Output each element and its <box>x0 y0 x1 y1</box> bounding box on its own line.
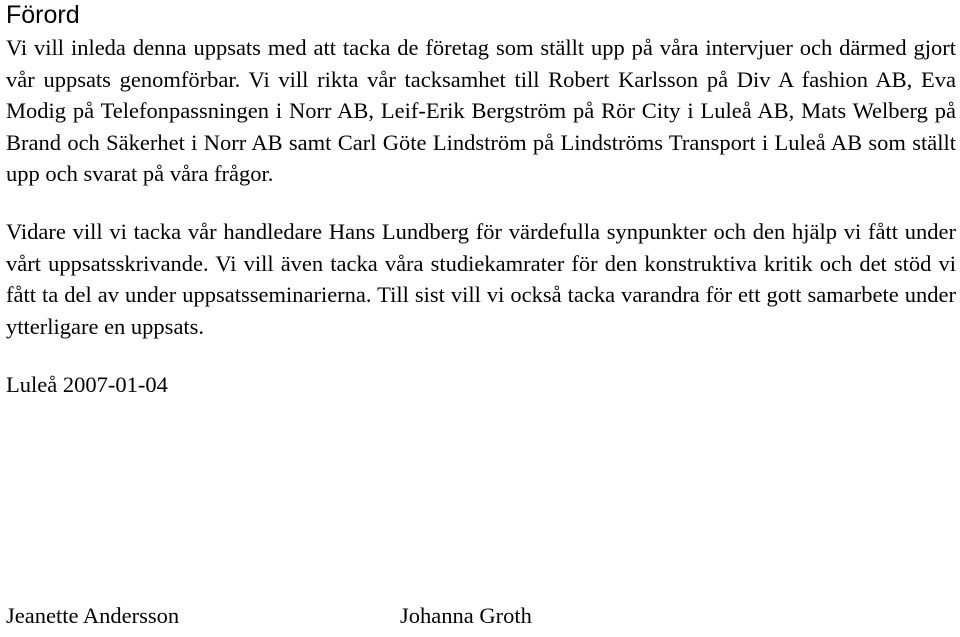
signature-name-1: Jeanette Andersson <box>6 603 180 628</box>
acknowledgement-paragraph-2: Vidare vill vi tacka vår handledare Hans Lundberg för värdefulla synpunkter och den hjälp vi fått under vårt uppsatsskrivande. Vi vill även tacka våra studiekamrater för den konstruktiva kritik och det stöd vi fått ta del av under uppsatsseminarierna. Till sist vill vi också tacka varandra för ett gott samarbete under ytterligare en uppsats. <box>6 219 956 339</box>
acknowledgement-paragraph-1: Vi vill inleda denna uppsats med att tacka de företag som ställt upp på våra intervjuer och därmed gjort vår uppsats genomförbar. Vi vill rikta vår tacksamhet till Robert Karlsson på Div A fashion AB, Eva Modig på Telefonpassningen i Norr AB, Leif-Erik Bergström på Rör City i Luleå AB, Mats Welberg på Brand och Säkerhet i Norr AB samt Carl Göte Lindström på Lindströms Transport i Luleå AB som ställt upp och svarat på våra frågor. <box>6 35 956 186</box>
signature-name-2: Johanna Groth <box>400 603 532 628</box>
place-and-date: Luleå 2007-01-04 <box>6 372 168 397</box>
section-heading: Förord <box>6 1 80 29</box>
